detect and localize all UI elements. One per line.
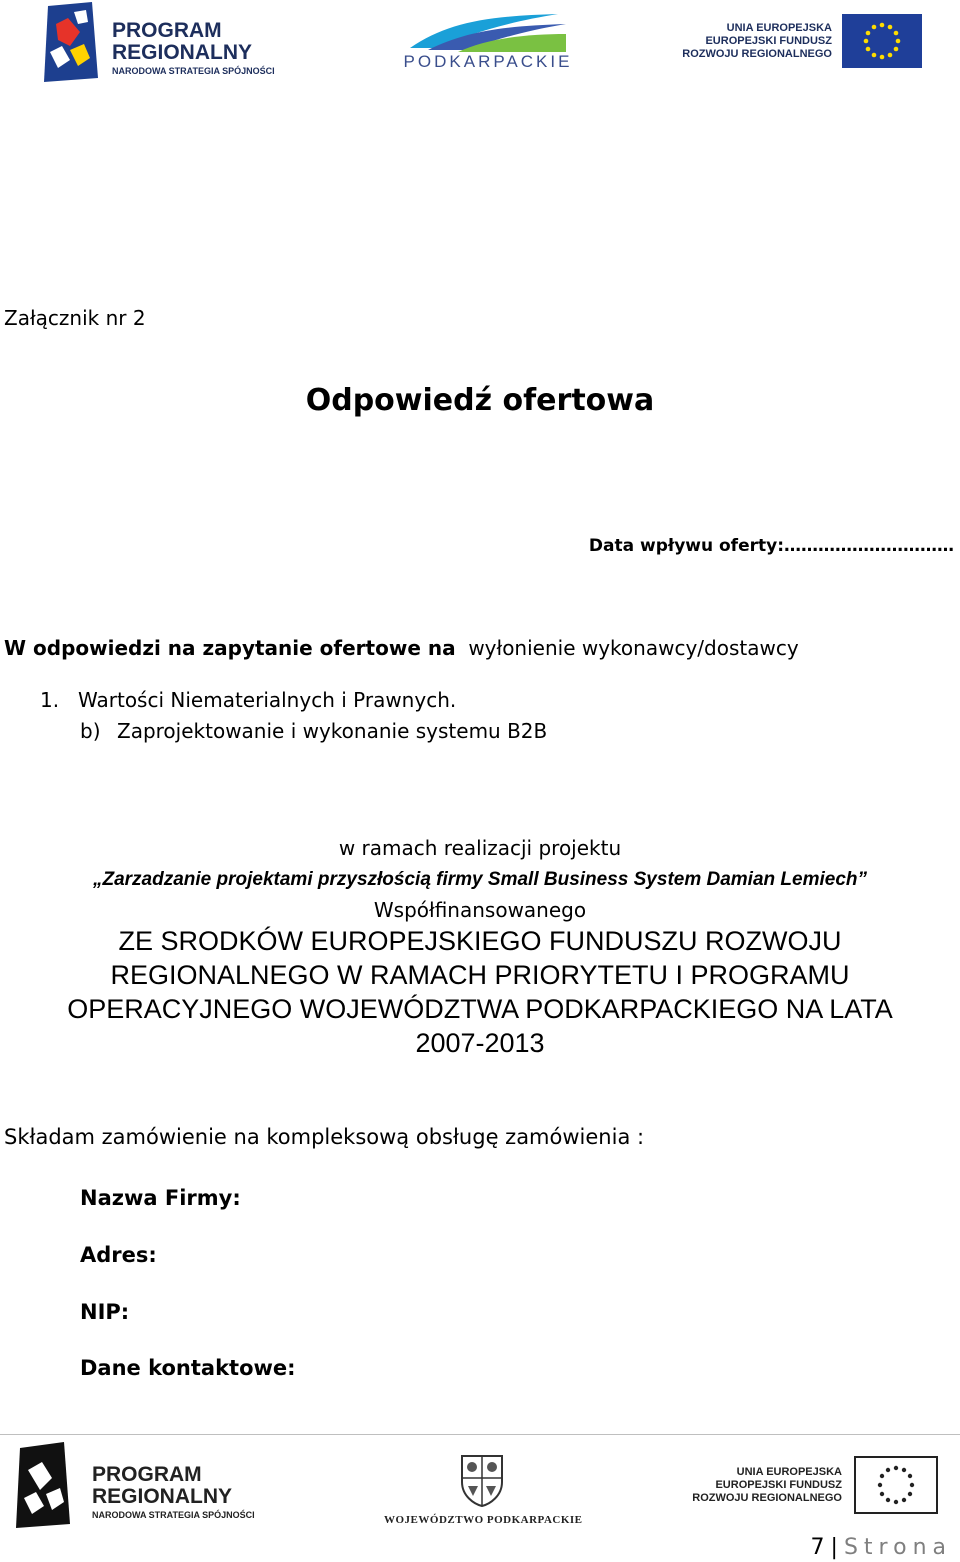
intro-bold-text: W odpowiedzi na zapytanie ofertowe na <box>4 636 456 660</box>
coat-of-arms-icon <box>458 1452 506 1508</box>
footer-program-line2: REGIONALNY <box>92 1485 233 1508</box>
list-item-b-text: Zaprojektowanie i wykonanie systemu B2B <box>117 719 548 743</box>
funds-line-2: REGIONALNEGO W RAMACH PRIORYTETU I PROGRAMU <box>110 960 850 990</box>
funds-line-3: OPERACYJNEGO WOJEWÓDZTWA PODKARPACKIEGO NA LATA <box>67 994 893 1024</box>
program-regionalny-logo <box>40 2 300 82</box>
program-regionalny-emblem-icon <box>40 2 102 82</box>
field-company-name: Nazwa Firmy: <box>80 1186 241 1210</box>
voivodeship-logo <box>384 1452 583 1532</box>
program-logo-line1: PROGRAM <box>112 19 222 42</box>
offer-date-line: Data wpływu oferty:………………………… <box>588 536 954 556</box>
document-title: Odpowiedź ofertowa <box>305 383 655 418</box>
eu-logo-line3: ROZWOJU REGIONALNEGO <box>682 48 832 60</box>
list-item-b <box>80 719 547 743</box>
funds-statement <box>0 924 960 1060</box>
voivodeship-logo-text: WOJEWÓDZTWO PODKARPACKIE <box>384 1514 583 1526</box>
intro-sentence <box>4 636 799 660</box>
funds-line-1: ZE SRODKÓW EUROPEJSKIEGO FUNDUSZU ROZWOJU <box>118 926 842 956</box>
list-item-1-number: 1. <box>40 688 60 712</box>
field-address: Adres: <box>80 1243 157 1267</box>
field-contact-details: Dane kontaktowe: <box>80 1356 296 1380</box>
order-statement: Składam zamówienie na kompleksową obsługę zamówienia : <box>4 1125 645 1149</box>
footer-program-emblem-icon <box>14 1442 74 1528</box>
footer-eu-flag-icon <box>854 1456 938 1514</box>
footer-program-regionalny-logo <box>14 1442 284 1528</box>
podkarpackie-logo <box>398 12 578 72</box>
podkarpackie-logo-text: PODKARPACKIE <box>403 52 573 71</box>
list-item-b-letter: b) <box>80 719 101 743</box>
project-intro: w ramach realizacji projektu <box>338 836 622 860</box>
footer-eu-logo <box>692 1456 938 1514</box>
eu-logo <box>682 14 922 70</box>
footer-eu-line2: EUROPEJSKI FUNDUSZ <box>715 1479 842 1491</box>
annex-number: Załącznik nr 2 <box>4 306 146 330</box>
list-item-1-text: Wartości Niematerialnych i Prawnych. <box>78 688 457 712</box>
list-item-1 <box>40 688 456 712</box>
page-number <box>811 1535 952 1560</box>
eu-flag-icon <box>842 14 922 68</box>
footer-eu-line3: ROZWOJU REGIONALNEGO <box>692 1492 842 1504</box>
footer-program-line1: PROGRAM <box>92 1463 202 1486</box>
footer-divider <box>0 1434 960 1435</box>
page-number-separator: | <box>830 1535 838 1560</box>
funds-line-4: 2007-2013 <box>415 1028 545 1058</box>
eu-logo-line2: EUROPEJSKI FUNDUSZ <box>705 35 832 47</box>
footer-program-line3: NARODOWA STRATEGIA SPÓJNOŚCI <box>92 1510 255 1520</box>
program-logo-line2: REGIONALNY <box>112 41 253 64</box>
cofinanced-label: Współfinansowanego <box>373 898 587 922</box>
project-name: „Zarzadzanie projektami przyszłością firmy Small Business System Damian Lemiech” <box>92 869 868 890</box>
program-logo-line3: NARODOWA STRATEGIA SPÓJNOŚCI <box>112 66 275 76</box>
field-nip: NIP: <box>80 1300 130 1324</box>
eu-logo-line1: UNIA EUROPEJSKA <box>726 22 832 34</box>
page-number-word: Strona <box>843 1535 952 1560</box>
podkarpackie-hills-icon <box>408 12 568 52</box>
page-number-value: 7 <box>810 1535 825 1560</box>
intro-rest-text: wyłonienie wykonawcy/dostawcy <box>468 636 799 660</box>
footer-eu-line1: UNIA EUROPEJSKA <box>736 1466 842 1478</box>
